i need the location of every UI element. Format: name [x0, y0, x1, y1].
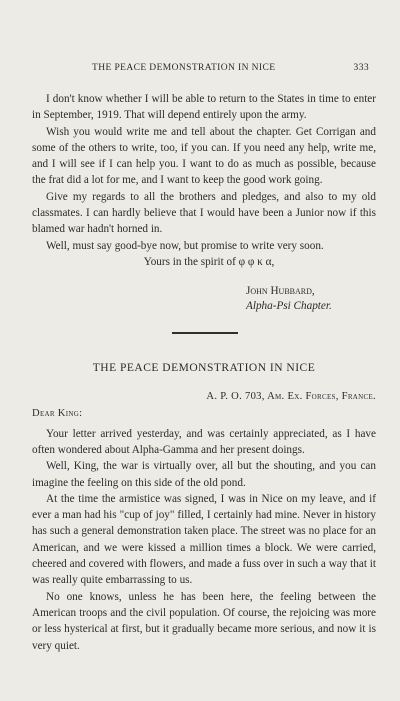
- article-paragraph: Well, King, the war is virtually over, all but the shouting, and you can imagine the feeling on this side of the old pond.: [32, 460, 376, 489]
- signature-chapter: Alpha-Psi Chapter.: [246, 300, 332, 313]
- article-paragraph: Your letter arrived yesterday, and was certainly appreciated, as I have often wondered about Alpha-Gamma and her present doings.: [32, 427, 376, 456]
- signature-name: John Hubbard,: [246, 285, 315, 298]
- section-divider: [172, 332, 238, 333]
- letter1-paragraph: I don't know whether I will be able to return to the States in time to enter in September, 1919. That will depend entirely upon the army.: [32, 93, 376, 122]
- page-body: [32, 91, 376, 654]
- letter1-closing: Yours in the spirit of φ φ κ α,: [143, 255, 275, 268]
- article-heading: THE PEACE DEMONSTRATION IN NICE: [92, 361, 316, 374]
- page-number: 333: [353, 63, 369, 73]
- letter1-paragraph: Wish you would write me and tell about the chapter. Get Corrigan and some of the others to write, too, if you can. If you need any help, write me, and I will see if I can help you. I want to do as much as possible, because the frat did a lot for me, and I want to keep the good work going.: [32, 125, 376, 187]
- running-header: [0, 63, 400, 77]
- letter1-paragraph: Give my regards to all the brothers and pledges, and also to my old classmates. I can hardly believe that I would have been a Junior now if this blamed war hadn't horned in.: [32, 190, 376, 236]
- letter-salutation: Dear King:: [32, 407, 83, 419]
- running-title: THE PEACE DEMONSTRATION IN NICE: [92, 63, 276, 73]
- letter-address: A. P. O. 703, Am. Ex. Forces, France.: [206, 390, 376, 402]
- letter1-paragraph: Well, must say good-bye now, but promise to write very soon.: [46, 239, 324, 252]
- article-paragraph: At the time the armistice was signed, I was in Nice on my leave, and if ever a man had his "cup of joy" filled, I certainly had mine. Never in history has such a general demonstration taken place. The street was no place for an American, and we were kissed a million times a block. We were carried, cheered and covered with flowers, and made a fuss over in such a way that it was really quite embarrassing to us.: [32, 492, 376, 587]
- article-paragraph: No one knows, unless he has been here, the feeling between the American troops and the civil population. Of course, the rejoicing was more or less hysterical at first, but it gradually became more serious, and now it is very quiet.: [32, 590, 376, 652]
